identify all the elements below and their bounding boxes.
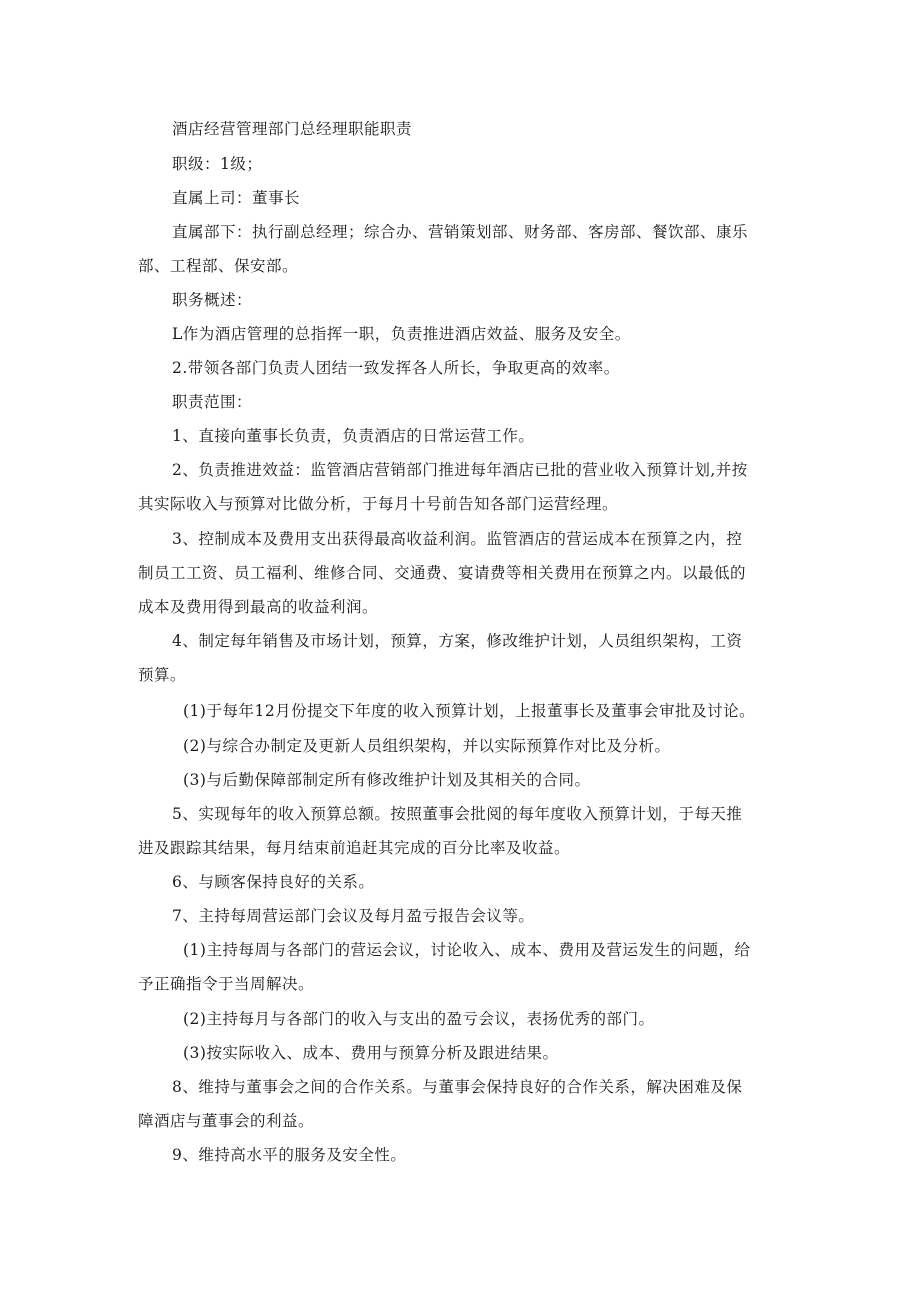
superior-line: 直属上司：董事长 bbox=[172, 189, 301, 207]
document-title: 酒店经营管理部门总经理职能职责 bbox=[172, 120, 413, 138]
scope-item-7-sub-2: (2)主持每月与各部门的收入与支出的盈亏会议，表扬优秀的部门。 bbox=[183, 1010, 655, 1028]
overview-heading: 职务概述： bbox=[172, 291, 253, 309]
scope-item-9: 9、维持高水平的服务及安全性。 bbox=[172, 1146, 407, 1164]
subordinates-line-2: 部、工程部、保安部。 bbox=[138, 257, 299, 275]
scope-item-2-line-1: 2、负责推进效益：监管酒店营销部门推进每年酒店已批的营业收入预算计划,并按 bbox=[172, 461, 748, 479]
scope-item-3-line-2: 制员工工资、员工福利、维修合同、交通费、宴请费等相关费用在预算之内。以最低的 bbox=[138, 564, 747, 582]
scope-item-6: 6、与顾客保持良好的关系。 bbox=[172, 873, 375, 891]
rank-line: 职级：1级； bbox=[172, 155, 263, 173]
scope-item-3-line-1: 3、控制成本及费用支出获得最高收益利润。监管酒店的营运成本在预算之内，控 bbox=[172, 530, 743, 548]
scope-item-7-sub-3: (3)按实际收入、成本、费用与预算分析及跟进结果。 bbox=[183, 1044, 559, 1062]
scope-item-8-line-2: 障酒店与董事会的利益。 bbox=[138, 1112, 315, 1130]
scope-heading: 职责范围： bbox=[172, 393, 253, 411]
overview-item-1: L作为酒店管理的总指挥一职，负责推进酒店效益、服务及安全。 bbox=[172, 325, 631, 343]
scope-item-7: 7、主持每周营运部门会议及每月盈亏报告会议等。 bbox=[172, 907, 535, 925]
scope-item-7-sub-1-line-2: 予正确指令于当周解决。 bbox=[138, 975, 315, 993]
scope-item-4-sub-3: (3)与后勤保障部制定所有修改维护计划及其相关的合同。 bbox=[183, 771, 591, 789]
scope-item-3-line-3: 成本及费用得到最高的收益利润。 bbox=[138, 598, 379, 616]
scope-item-8-line-1: 8、维持与董事会之间的合作关系。与董事会保持良好的合作关系，解决困难及保 bbox=[172, 1078, 743, 1096]
scope-item-4-line-2: 预算。 bbox=[138, 666, 187, 684]
subordinates-line-1: 直属部下：执行副总经理；综合办、营销策划部、财务部、客房部、餐饮部、康乐 bbox=[172, 223, 749, 241]
scope-item-7-sub-1-line-1: (1)主持每周与各部门的营运会议，讨论收入、成本、费用及营运发生的问题，给 bbox=[183, 941, 751, 959]
scope-item-4-sub-2: (2)与综合办制定及更新人员组织架构，并以实际预算作对比及分析。 bbox=[183, 737, 671, 755]
overview-item-2: 2.带领各部门负责人团结一致发挥各人所长，争取更高的效率。 bbox=[172, 359, 620, 377]
scope-item-4-sub-1: (1)于每年12月份提交下年度的收入预算计划，上报董事长及董事会审批及讨论。 bbox=[183, 702, 756, 720]
scope-item-5-line-1: 5、实现每年的收入预算总额。按照董事会批阅的每年度收入预算计划，于每天推 bbox=[172, 805, 743, 823]
scope-item-4-line-1: 4、制定每年销售及市场计划，预算，方案，修改维护计划，人员组织架构，工资 bbox=[172, 632, 743, 650]
scope-item-2-line-2: 其实际收入与预算对比做分析，于每月十号前告知各部门运营经理。 bbox=[138, 495, 619, 513]
scope-item-1: 1、直接向董事长负责，负责酒店的日常运营工作。 bbox=[172, 427, 535, 445]
scope-item-5-line-2: 进及跟踪其结果，每月结束前追赶其完成的百分比率及收益。 bbox=[138, 839, 571, 857]
